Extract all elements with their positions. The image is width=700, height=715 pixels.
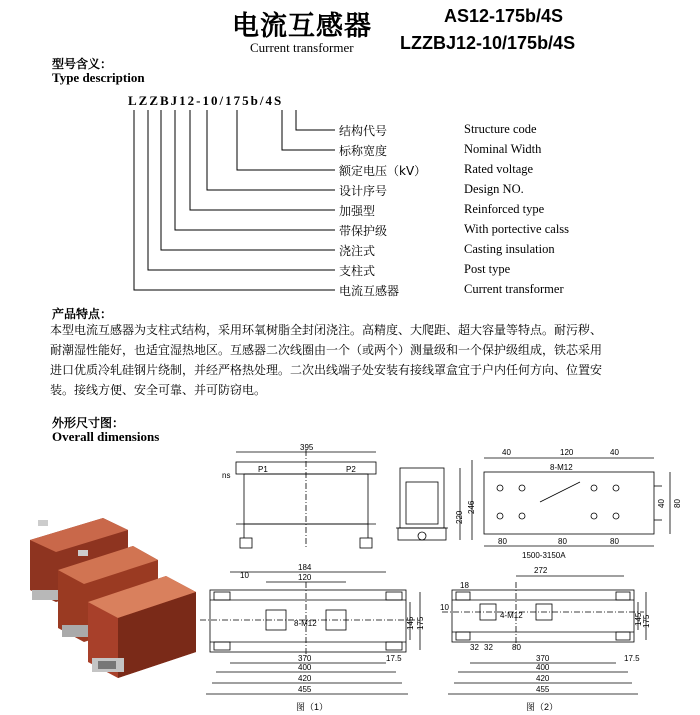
dim-label: 80 xyxy=(512,643,521,652)
type-row-en: With portective calss xyxy=(464,222,570,236)
dim-label: 32 xyxy=(470,643,479,652)
dim-label: 8-M12 xyxy=(550,463,573,472)
dim-label: 175 xyxy=(642,614,651,628)
dim-label: 120 xyxy=(560,448,574,457)
figure-caption: 图（1） xyxy=(296,702,329,712)
dim-label: 80 xyxy=(673,499,682,508)
dim-label: 175 xyxy=(416,616,425,630)
dim-label: 1500-3150A xyxy=(522,551,566,560)
type-row-en: Post type xyxy=(464,262,511,276)
dim-label: 370 xyxy=(536,654,550,663)
dim-label: 80 xyxy=(498,537,507,546)
product-photo xyxy=(18,510,213,685)
dim-label: 17.5 xyxy=(386,654,402,663)
dim-label: 8-M12 xyxy=(294,619,317,628)
dim-label: 420 xyxy=(536,674,550,683)
features-line: 本型电流互感器为支柱式结构，采用环氧树脂全封闭浇注。高精度、大爬距、超大容量等特点。耐污秽、 xyxy=(50,323,603,337)
features-heading: 产品特点： xyxy=(52,307,113,321)
type-row-cn: 带保护级 xyxy=(339,224,388,238)
figure-caption: 图（2） xyxy=(526,702,559,712)
type-row-cn: 额定电压（kV） xyxy=(339,164,427,178)
type-row-en: Design NO. xyxy=(464,182,524,196)
dim-label: 10 xyxy=(240,571,249,580)
dim-label: 246 xyxy=(467,500,476,514)
page-subtitle: Current transformer xyxy=(250,40,354,55)
dim-label: 17.5 xyxy=(624,654,640,663)
dim-label: P2 xyxy=(346,465,356,474)
features-paragraph xyxy=(50,320,670,400)
dim-label: P1 xyxy=(258,465,268,474)
dim-label: 120 xyxy=(298,573,312,582)
dim-label: ns xyxy=(222,471,231,480)
dim-label: 370 xyxy=(298,654,312,663)
dim-label: 40 xyxy=(610,448,619,457)
dim-label: 400 xyxy=(298,663,312,672)
dim-label: 395 xyxy=(300,443,314,452)
dim-label: 400 xyxy=(536,663,550,672)
features-line: 进口优质冷轧硅钢片绕制，并经严格热处理。二次出线端子处安装有接线罩盒宜于户内任何方向、位置安 xyxy=(50,363,603,377)
terminal-view xyxy=(484,458,670,546)
dim-label: 455 xyxy=(298,685,312,694)
dimension-drawings xyxy=(200,442,700,715)
type-row-en: Casting insulation xyxy=(464,242,555,256)
features-line: 装。接线方便、安全可靠、并可防窃电。 xyxy=(50,383,267,397)
page-title: 电流互感器 xyxy=(232,11,372,42)
type-row-cn: 设计序号 xyxy=(339,184,388,198)
dim-label: 40 xyxy=(502,448,511,457)
dim-label: 145 xyxy=(406,616,415,630)
type-heading-en: Type description xyxy=(52,70,145,85)
type-row-cn: 加强型 xyxy=(339,204,376,218)
type-heading-cn: 型号含义： xyxy=(52,57,113,71)
model-number-1: AS12-175b/4S xyxy=(444,6,564,26)
model-number-2: LZZBJ12-10/175b/4S xyxy=(400,33,576,53)
type-row-cn: 支柱式 xyxy=(339,264,376,278)
type-row-cn: 结构代号 xyxy=(339,124,388,138)
dim-label: 455 xyxy=(536,685,550,694)
dim-label: 272 xyxy=(534,566,548,575)
type-row-en: Current transformer xyxy=(464,282,564,296)
dim-label: 220 xyxy=(455,510,464,524)
dim-label: 80 xyxy=(610,537,619,546)
dim-label: 184 xyxy=(298,563,312,572)
features-line: 耐潮湿性能好，也适宜湿热地区。互感器二次线圈由一个（或两个）测量级和一个保护级组成，铁芯采用 xyxy=(50,343,603,357)
type-row-en: Nominal Width xyxy=(464,142,542,156)
type-code: LZZBJ12-10/175b/4S xyxy=(128,93,284,108)
dim-label: 10 xyxy=(440,603,449,612)
dim-label: 420 xyxy=(298,674,312,683)
dim-label: 80 xyxy=(558,537,567,546)
dim-label: 4-M12 xyxy=(500,611,523,620)
side-view xyxy=(396,460,472,540)
type-row-cn: 浇注式 xyxy=(339,244,376,258)
type-row-en: Reinforced type xyxy=(464,202,545,216)
dim-label: 18 xyxy=(460,581,469,590)
dimensions-heading-cn: 外形尺寸图： xyxy=(52,416,125,430)
type-row-cn: 电流互感器 xyxy=(339,284,400,298)
dim-label: 32 xyxy=(484,643,493,652)
type-row-cn: 标称宽度 xyxy=(339,144,388,158)
type-row-en: Structure code xyxy=(464,122,537,136)
type-row-en: Rated voltage xyxy=(464,162,534,176)
dim-label: 40 xyxy=(657,499,666,508)
dim-label: 145 xyxy=(634,612,643,626)
dimensions-heading-en: Overall dimensions xyxy=(52,429,160,444)
